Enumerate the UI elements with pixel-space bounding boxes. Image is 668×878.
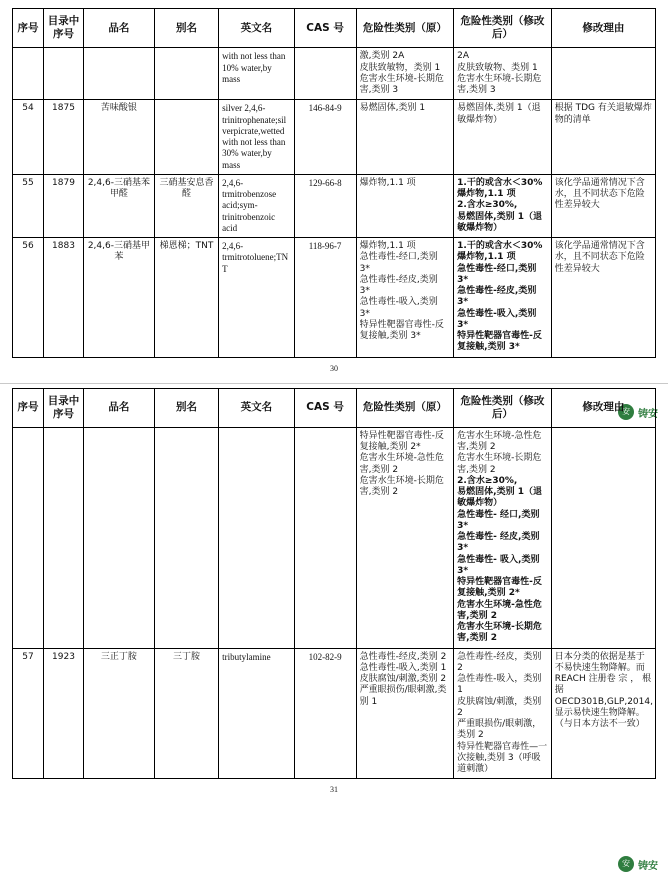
cell-cas <box>294 427 356 648</box>
table-row <box>13 238 656 358</box>
cell-name: 2,4,6-三硝基甲苯 <box>83 238 154 358</box>
cell-seq: 57 <box>13 648 44 779</box>
cell-new-hazard: 急性毒性-经皮，类别 2 急性毒性-吸入，类别 1 皮肤腐蚀/刺激，类别 2 严重眼损伤/眼刺激，类别 2 特异性靶器官毒性—一次接触,类别 3（呼吸道刺激） <box>454 648 552 779</box>
cell-old-hazard: 爆炸物,1.1 项 急性毒性-经口,类别 3* 急性毒性-经皮,类别 3* 急性毒性-吸入,类别 3* 特异性靶器官毒性-反复接触,类别 3* <box>356 238 454 358</box>
table-row <box>13 648 656 779</box>
page-number: 30 <box>330 363 338 373</box>
cell-old-hazard: 爆炸物,1.1 项 <box>356 174 454 237</box>
watermark-label: 铸安 <box>638 860 658 872</box>
cell-dir <box>44 427 84 648</box>
cell-old-hazard: 易燃固体,类别 1 <box>356 100 454 175</box>
cell-new-hazard: 1.干的或含水＜30% 爆炸物,1.1 项 2.含水≥30%, 易燃固体,类别 1（退敏爆炸物） <box>454 174 552 237</box>
cell-name <box>83 48 154 100</box>
cell-alias: 梯恩梯；TNT <box>154 238 218 358</box>
cell-alias <box>154 100 218 175</box>
cell-old-hazard: 激,类别 2A 皮肤致敏物，类别 1 危害水生环境-长期危害,类别 3 <box>356 48 454 100</box>
cell-alias: 三丁胺 <box>154 648 218 779</box>
cell-old-hazard: 特异性靶器官毒性-反复接触,类别 2* 危害水生环境-急性危害,类别 2 危害水生环境-长期危害,类别 2 <box>356 427 454 648</box>
watermark-stamp-page2 <box>618 856 658 872</box>
table-row <box>13 48 656 100</box>
hazard-table-page2 <box>12 388 656 780</box>
table-header-row <box>13 9 656 48</box>
cell-alias <box>154 427 218 648</box>
col-header-new-hazard: 危险性类别（修改后） <box>454 388 552 427</box>
table-row <box>13 174 656 237</box>
cell-name <box>83 427 154 648</box>
col-header-english-name: 英文名 <box>219 9 294 48</box>
cell-old-hazard: 急性毒性-经皮,类别 2 急性毒性-吸入,类别 1 皮肤腐蚀/刺激,类别 2 严重眼损伤/眼刺激,类别 1 <box>356 648 454 779</box>
col-header-english-name: 英文名 <box>219 388 294 427</box>
col-header-name: 品名 <box>83 388 154 427</box>
cell-cas: 146-84-9 <box>294 100 356 175</box>
cell-name: 三正丁胺 <box>83 648 154 779</box>
col-header-alias: 别名 <box>154 9 218 48</box>
cell-dir: 1883 <box>44 238 84 358</box>
seal-icon: 安 <box>618 856 634 872</box>
cell-seq <box>13 427 44 648</box>
cell-dir <box>44 48 84 100</box>
table-header-row <box>13 388 656 427</box>
cell-english-name: 2,4,6-trmitrotoluene;TNT <box>219 238 294 358</box>
col-header-reason: 修改理由 <box>551 9 655 48</box>
cell-seq: 55 <box>13 174 44 237</box>
cell-cas: 102-82-9 <box>294 648 356 779</box>
page-number: 31 <box>330 785 338 795</box>
col-header-seq: 序号 <box>13 9 44 48</box>
col-header-seq: 序号 <box>13 388 44 427</box>
cell-english-name: silver 2,4,6-trinitrophenate;silverpicrate,wetted with not less than 30% water,by mass <box>219 100 294 175</box>
col-header-cas: CAS 号 <box>294 9 356 48</box>
cell-english-name <box>219 427 294 648</box>
col-header-old-hazard: 危险性类别（原） <box>356 9 454 48</box>
col-header-name: 品名 <box>83 9 154 48</box>
hazard-table-page1 <box>12 8 656 358</box>
cell-english-name: tributylamine <box>219 648 294 779</box>
col-header-dir: 目录中序号 <box>44 9 84 48</box>
col-header-reason: 修改理由 <box>551 388 655 427</box>
cell-new-hazard: 1.干的或含水＜30% 爆炸物,1.1 项 急性毒性-经口,类别 3* 急性毒性-经皮,类别 3* 急性毒性-吸入,类别 3* 特异性靶器官毒性-反复接触,类别 3* <box>454 238 552 358</box>
col-header-new-hazard: 危险性类别（修改后） <box>454 9 552 48</box>
cell-dir: 1923 <box>44 648 84 779</box>
cell-reason: 该化学品通常情况下含水，且不同状态下危险性差异较大 <box>551 174 655 237</box>
cell-reason <box>551 48 655 100</box>
cell-english-name: with not less than 10% water,by mass <box>219 48 294 100</box>
cell-dir: 1875 <box>44 100 84 175</box>
cell-reason: 日本分类的依据是基于不易快速生物降解。而 REACH 注册卷 宗 ， 根 据 OECD301B,GLP,2014,显示易快速生物降解。（与日本方法不一致） <box>551 648 655 779</box>
col-header-dir: 目录中序号 <box>44 388 84 427</box>
cell-english-name: 2,4,6-trmitrobenzose acid;sym-trinitrobenzoic acid <box>219 174 294 237</box>
table-row <box>13 427 656 648</box>
cell-alias: 三硝基安息香醛 <box>154 174 218 237</box>
cell-seq: 56 <box>13 238 44 358</box>
cell-new-hazard: 2A 皮肤致敏物、类别 1 危害水生环境-长期危害,类别 3 <box>454 48 552 100</box>
cell-dir: 1879 <box>44 174 84 237</box>
document-page-1 <box>0 0 668 373</box>
seal-icon: 安 <box>618 404 634 420</box>
cell-reason <box>551 427 655 648</box>
cell-seq <box>13 48 44 100</box>
col-header-old-hazard: 危险性类别（原） <box>356 388 454 427</box>
cell-seq: 54 <box>13 100 44 175</box>
watermark-label: 铸安 <box>638 408 658 420</box>
cell-cas: 118-96-7 <box>294 238 356 358</box>
table-row <box>13 100 656 175</box>
cell-name: 2,4,6-三硝基苯甲醛 <box>83 174 154 237</box>
cell-cas <box>294 48 356 100</box>
col-header-cas: CAS 号 <box>294 388 356 427</box>
cell-reason: 该化学品通常情况下含水，且不同状态下危险性差异较大 <box>551 238 655 358</box>
cell-new-hazard: 易燃固体,类别 1（退敏爆炸物） <box>454 100 552 175</box>
cell-new-hazard: 危害水生环境-急性危害,类别 2 危害水生环境-长期危害,类别 2 2.含水≥30%, 易燃固体,类别 1（退敏爆炸物） 急性毒性- 经口,类别 3* 急性毒性- 经皮,类别 3* 急性毒性- 吸入,类别 3* 特异性靶器官毒性-反复接触,类别 2* 危害水生环境-急性危害,类别 2 危害水生环境-长期危害,类别 2 <box>454 427 552 648</box>
cell-name: 苦味酸银 <box>83 100 154 175</box>
cell-alias <box>154 48 218 100</box>
cell-cas: 129-66-8 <box>294 174 356 237</box>
document-page-2 <box>0 384 668 795</box>
cell-reason: 根据 TDG 有关退敏爆炸物的清单 <box>551 100 655 175</box>
col-header-alias: 别名 <box>154 388 218 427</box>
